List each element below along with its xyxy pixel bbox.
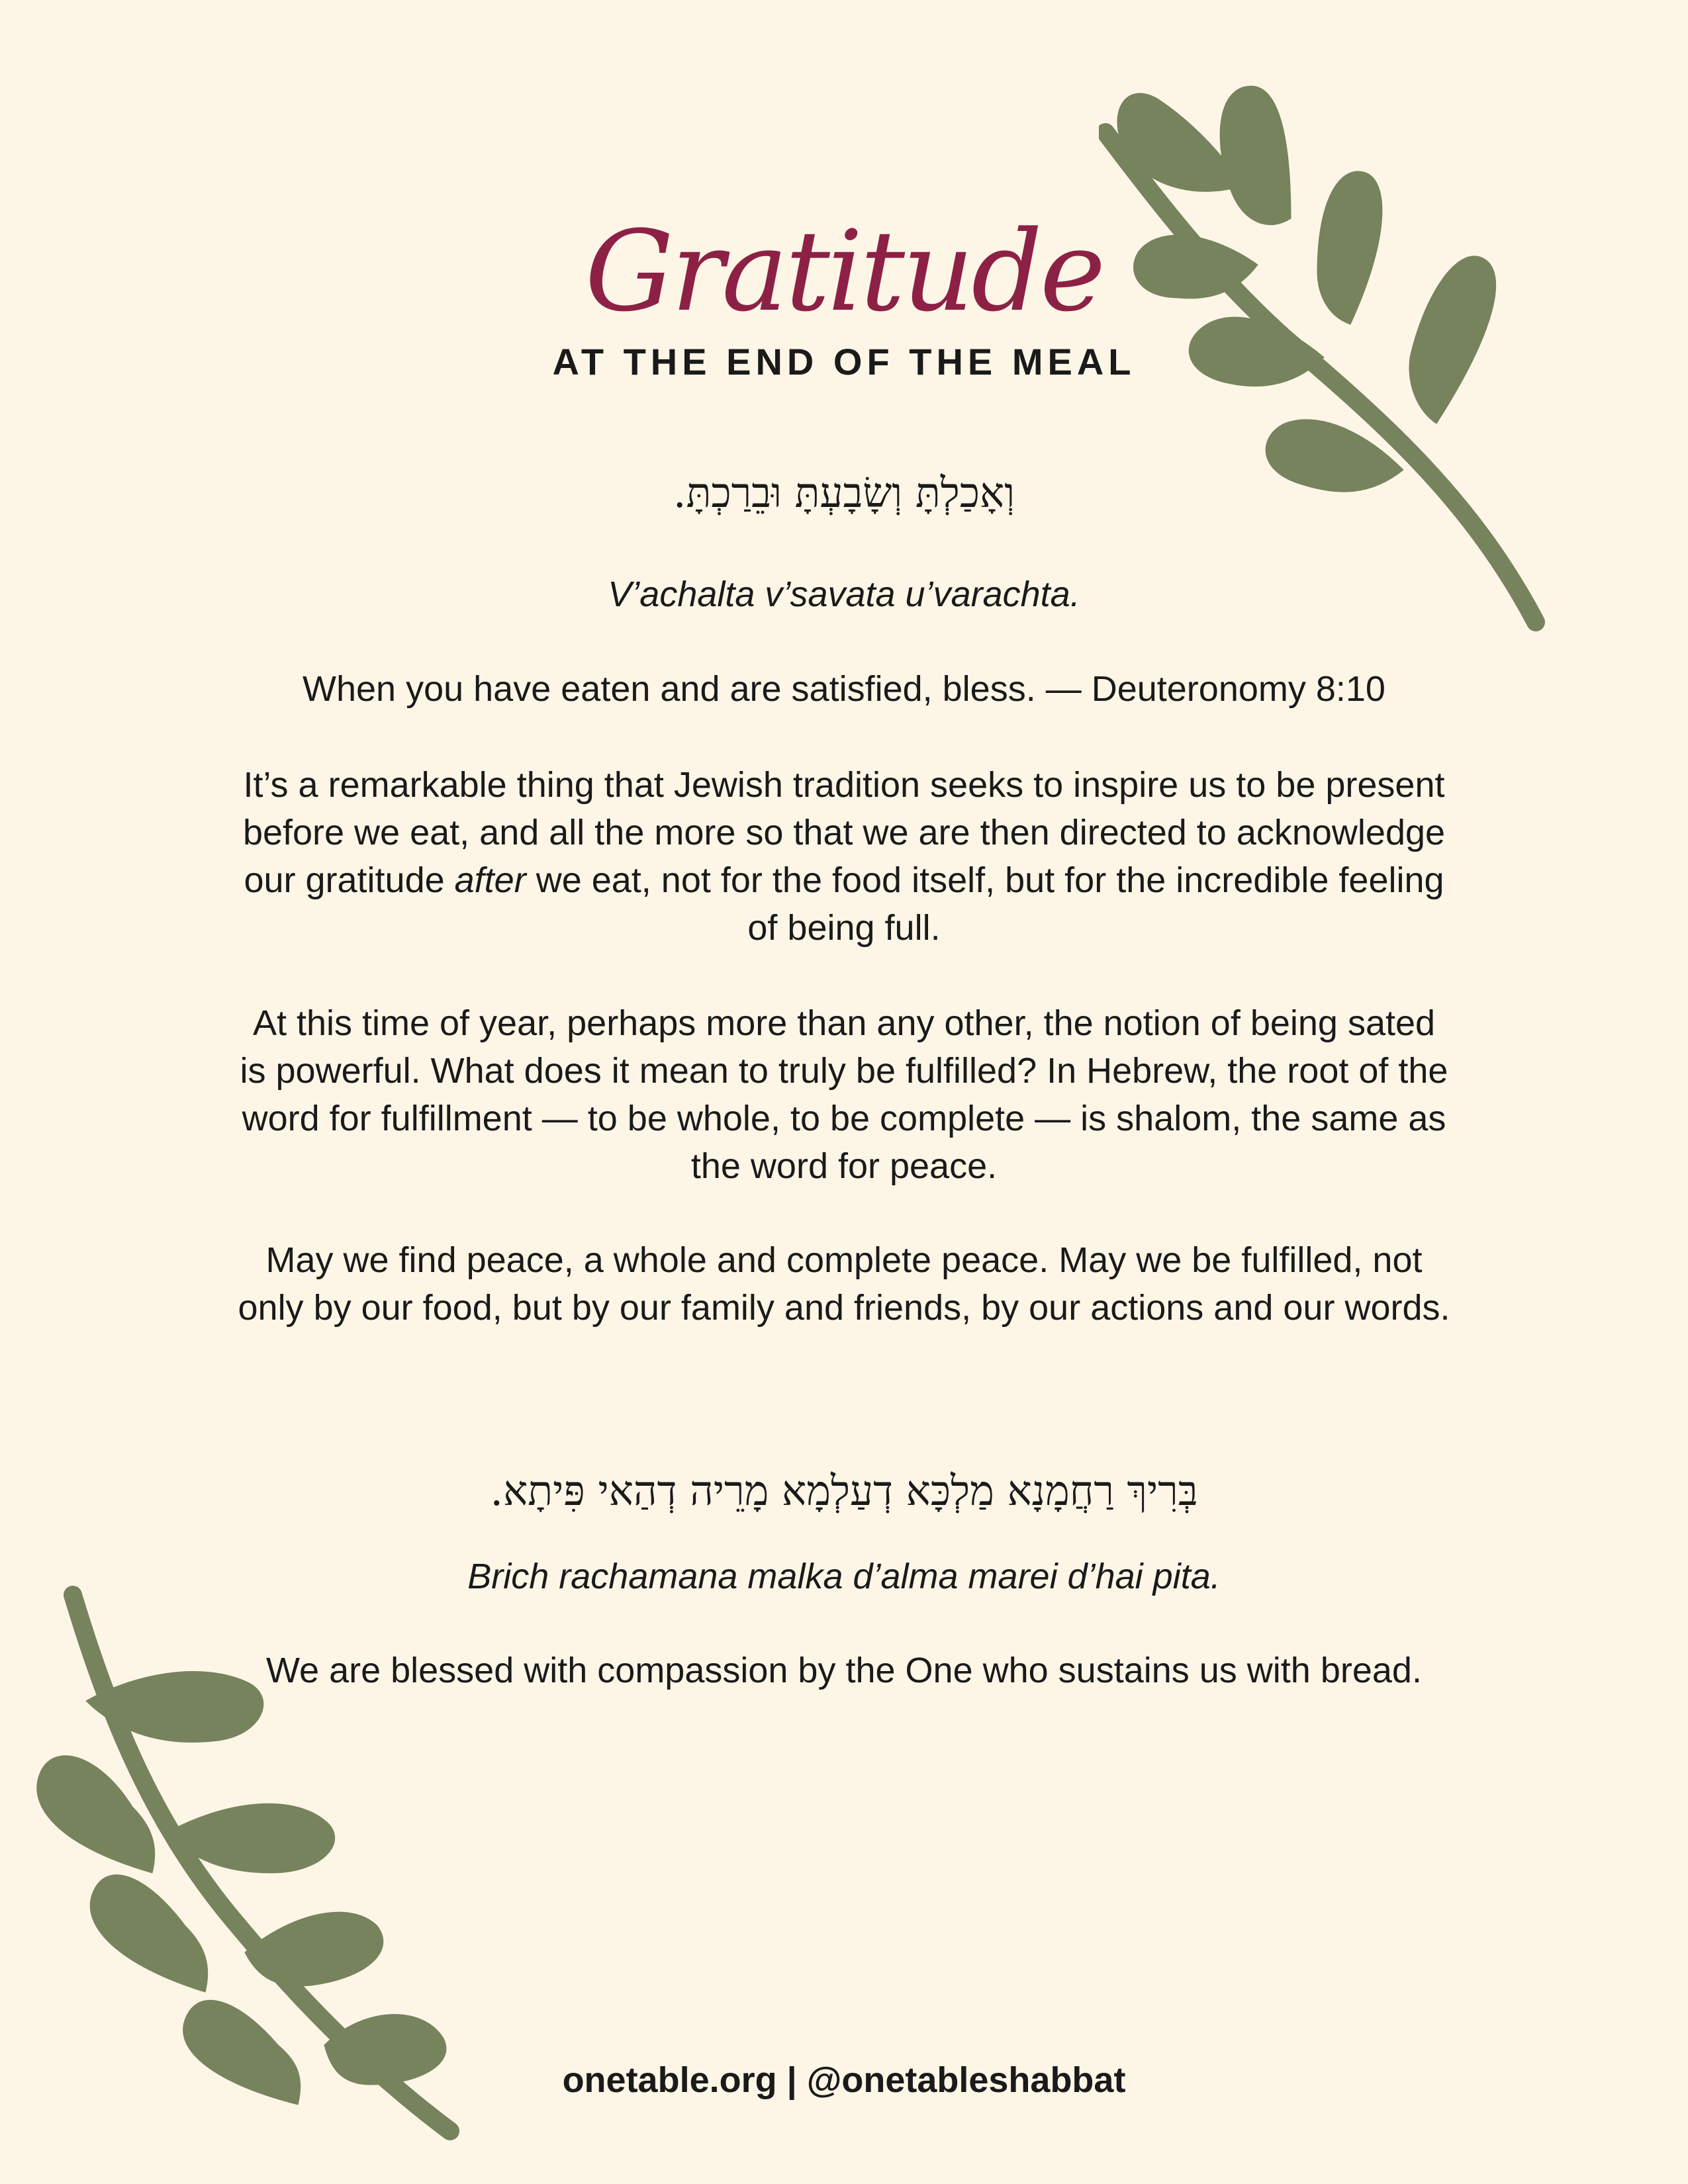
- body-paragraph-1-part-1: It’s a remarkable thing that Jewish tradition seeks to inspire us to be present before we eat, and all the more so that we are then directed to acknowledge our gratitude: [242, 765, 1446, 900]
- body-paragraph-1: [235, 761, 1453, 952]
- transliteration-2: Brich rachamana malka d’alma marei d’hai pita.: [467, 1557, 1221, 1596]
- hebrew-verse-1: וְאָכַלְתָּ וְשָׂבָעְתָּ וּבֵרַכְתָּ.: [673, 469, 1015, 517]
- body-paragraph-2: At this time of year, perhaps more than any other, the notion of being sated is powerful. What does it mean to truly be fulfilled? In Hebrew, the root of the word for fulfillment — to be whole, to be complete — is shalom, the same as the word for peace.: [240, 1003, 1448, 1186]
- transliteration-1: V’achalta v’savata u’varachta.: [608, 574, 1080, 614]
- body-paragraph-1-part-2: we eat, not for the food itself, but for the incredible feeling of being full.: [526, 860, 1444, 948]
- page-title: Gratitude: [585, 206, 1103, 336]
- translation-1: When you have eaten and are satisfied, bless. — Deuteronomy 8:10: [303, 669, 1385, 709]
- page-subtitle: AT THE END OF THE MEAL: [552, 341, 1136, 383]
- body-paragraph-3: May we find peace, a whole and complete peace. May we be fulfilled, not only by our food, but by our family and friends, by our actions and our words.: [238, 1240, 1450, 1328]
- body-paragraph-1-emphasis: after: [454, 860, 526, 900]
- footer-links: onetable.org | @onetableshabbat: [562, 2060, 1126, 2100]
- hebrew-verse-2: בְּרִיךְ רַחֲמָנָא מַלְכָּא דְעַלְמָא מָרֵיה דְהַאי פִּיתָא.: [490, 1467, 1198, 1515]
- translation-2: We are blessed with compassion by the One who sustains us with bread.: [266, 1651, 1422, 1690]
